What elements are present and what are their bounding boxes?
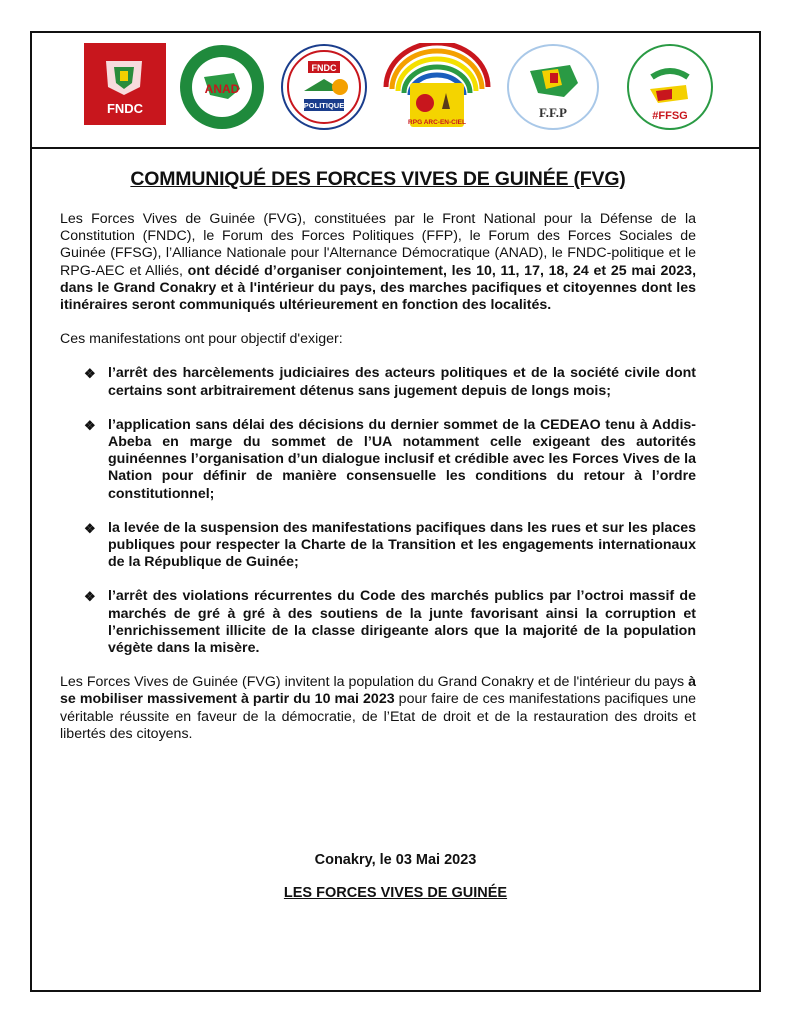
communique-body (60, 168, 696, 743)
demand-text: la levée de la suspension des manifestations pacifiques dans les rues et sur les places publiques pour respecter la Charte de la Transition et les engagements internationaux de la République de Guinée; (108, 519, 696, 571)
list-item (60, 520, 696, 572)
demands-list (60, 365, 696, 657)
closing-text-start: Les Forces Vives de Guinée (FVG) invitent la population du Grand Conakry et de l'intérieur du pays (60, 674, 689, 691)
diamond-bullet-icon: ❖ (84, 520, 96, 536)
anad-logo (178, 43, 266, 125)
closing-paragraph (60, 674, 696, 743)
place-date: Conakry, le 03 Mai 2023 (314, 852, 477, 868)
intro-bold-text: ont décidé d’organiser conjointement, les 10, 11, 17, 18, 24 et 25 mai 2023, dans le Grand Conakry et à l'intérieur du pays, des marches pacifiques et citoyennes dont les itinéraires seront communiqués ultérieurement en fonction des localités. (60, 262, 697, 314)
logo-band (32, 33, 759, 149)
svg-text:#FFSG: #FFSG (652, 110, 688, 122)
page-title: COMMUNIQUÉ DES FORCES VIVES DE GUINÉE (FVG) (130, 168, 626, 190)
signature: LES FORCES VIVES DE GUINÉE (283, 885, 508, 901)
objective-intro: Ces manifestations ont pour objectif d'exiger: (60, 331, 343, 348)
closing-text-end: pour faire de ces manifestations pacifiques une véritable réussite en faveur de la démocratie, de l’Etat de droit et de la restauration des droits et libertés des citoyens. (60, 691, 696, 742)
svg-text:ANAD: ANAD (204, 82, 240, 96)
diamond-bullet-icon: ❖ (84, 589, 96, 605)
svg-text:FNDC: FNDC (106, 101, 144, 116)
intro-paragraph (60, 211, 696, 314)
demand-text: l’arrêt des violations récurrentes du Code des marchés publics par l’octroi massif de marchés de gré à gré à des soutiens de la junte favorisant ainsi la corruption et l’enrichissement illicite de la classe dirigeante alors que la majorité de la population végète dans la misère. (108, 588, 696, 657)
fndc-politique-logo (280, 43, 368, 125)
diamond-bullet-icon: ❖ (84, 417, 96, 433)
svg-text:POLITIQUE: POLITIQUE (303, 101, 345, 110)
closing-bold-text: à se mobiliser massivement à partir du 10 mai 2023 (60, 674, 696, 708)
list-item (60, 588, 696, 657)
svg-text:F.F.P: F.F.P (539, 105, 567, 120)
list-item (60, 417, 696, 503)
demand-text: l’application sans délai des décisions du dernier sommet de la CEDEAO tenu à Addis-Abeba en marge du sommet de l’UA notamment celle exigeant des autorités guinéennes l’organisation d’un dialogue inclusif et crédible avec les Forces Vives de la Nation pour définir de manière consensuelle les conditions du retour à l’ordre constitutionnel; (108, 416, 696, 502)
rpg-arc-en-ciel-logo (378, 43, 496, 125)
svg-text:FNDC: FNDC (311, 63, 337, 73)
ffsg-logo (622, 43, 718, 125)
fndc-logo (84, 43, 166, 125)
intro-plain-text: Les Forces Vives de Guinée (FVG), constituées par le Front National pour la Défense de la Constitution (FNDC), le Forum des Forces Politiques (FFP), le Forum des Forces Sociales de Guinée (FFSG), l’Alliance Nationale pour l'Alternance Démocratique (ANAD), le FNDC-politique et le RPG-AEC et Alliés, (60, 211, 696, 279)
list-item (60, 365, 696, 399)
ffp-logo (506, 43, 600, 125)
diamond-bullet-icon: ❖ (84, 366, 96, 382)
demand-text: l’arrêt des harcèlements judiciaires des acteurs politiques et de la société civile dont certains sont arbitrairement détenus sans jugement depuis de longs mois; (108, 365, 696, 399)
svg-text:RPG ARC-EN-CIEL: RPG ARC-EN-CIEL (408, 119, 466, 126)
